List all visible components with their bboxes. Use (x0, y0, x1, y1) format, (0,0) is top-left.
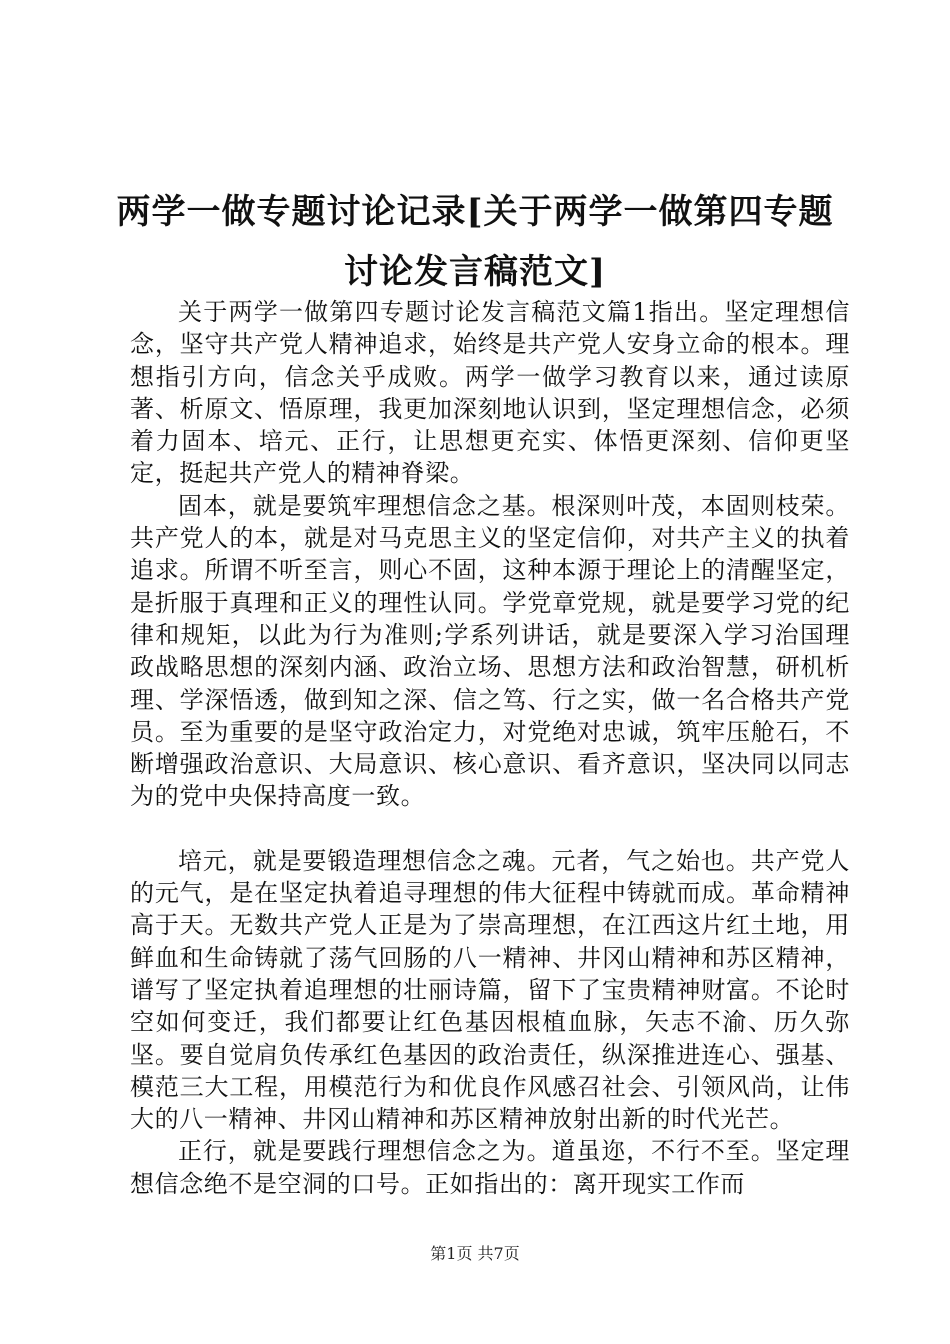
document-body (130, 296, 850, 1200)
paragraph-3: 培元，就是要锻造理想信念之魂。元者，气之始也。共产党人的元气，是在坚定执着追寻理想的伟大征程中铸就而成。革命精神高于天。无数共产党人正是为了崇高理想，在江西这片红土地，用鲜血和生命铸就了荡气回肠的八一精神、井冈山精神和苏区精神，谱写了坚定执着追理想的壮丽诗篇，留下了宝贵精神财富。不论时空如何变迁，我们都要让红色基因根植血脉，矢志不渝、历久弥坚。要自觉肩负传承红色基因的政治责任，纵深推进连心、强基、模范三大工程，用模范行为和优良作风感召社会、引领风尚，让伟大的八一精神、井冈山精神和苏区精神放射出新的时代光芒。 (130, 846, 850, 1134)
page-footer: 第1页 共7页 (430, 1244, 520, 1263)
paragraph-4: 正行，就是要践行理想信念之为。道虽迩，不行不至。坚定理想信念绝不是空洞的口号。正如指出的：离开现实工作而 (130, 1137, 850, 1198)
document-title: 两学一做专题讨论记录[关于两学一做第四专题讨论发言稿范文] (116, 192, 834, 292)
paragraph-1: 关于两学一做第四专题讨论发言稿范文篇1指出。坚定理想信念，坚守共产党人精神追求，始终是共产党人安身立命的根本。理想指引方向，信念关乎成败。两学一做学习教育以来，通过读原著、析原文、悟原理，我更加深刻地认识到，坚定理想信念，必须着力固本、培元、正行，让思想更充实、体悟更深刻、信仰更坚定，挺起共产党人的精神脊梁。 (130, 298, 850, 488)
paragraph-2: 固本，就是要筑牢理想信念之基。根深则叶茂，本固则枝荣。共产党人的本，就是对马克思主义的坚定信仰，对共产主义的执着追求。所谓不听至言，则心不固，这种本源于理论上的清醒坚定，是折服于真理和正义的理性认同。学党章党规，就是要学习党的纪律和规矩，以此为行为准则;学系列讲话，就是要深入学习治国理政战略思想的深刻内涵、政治立场、思想方法和政治智慧，研机析理、学深悟透，做到知之深、信之笃、行之实，做一名合格共产党员。至为重要的是坚守政治定力，对党绝对忠诚，筑牢压舱石，不断增强政治意识、大局意识、核心意识、看齐意识，坚决同以同志为的党中央保持高度一致。 (130, 491, 850, 811)
paragraph-spacer (130, 813, 850, 845)
